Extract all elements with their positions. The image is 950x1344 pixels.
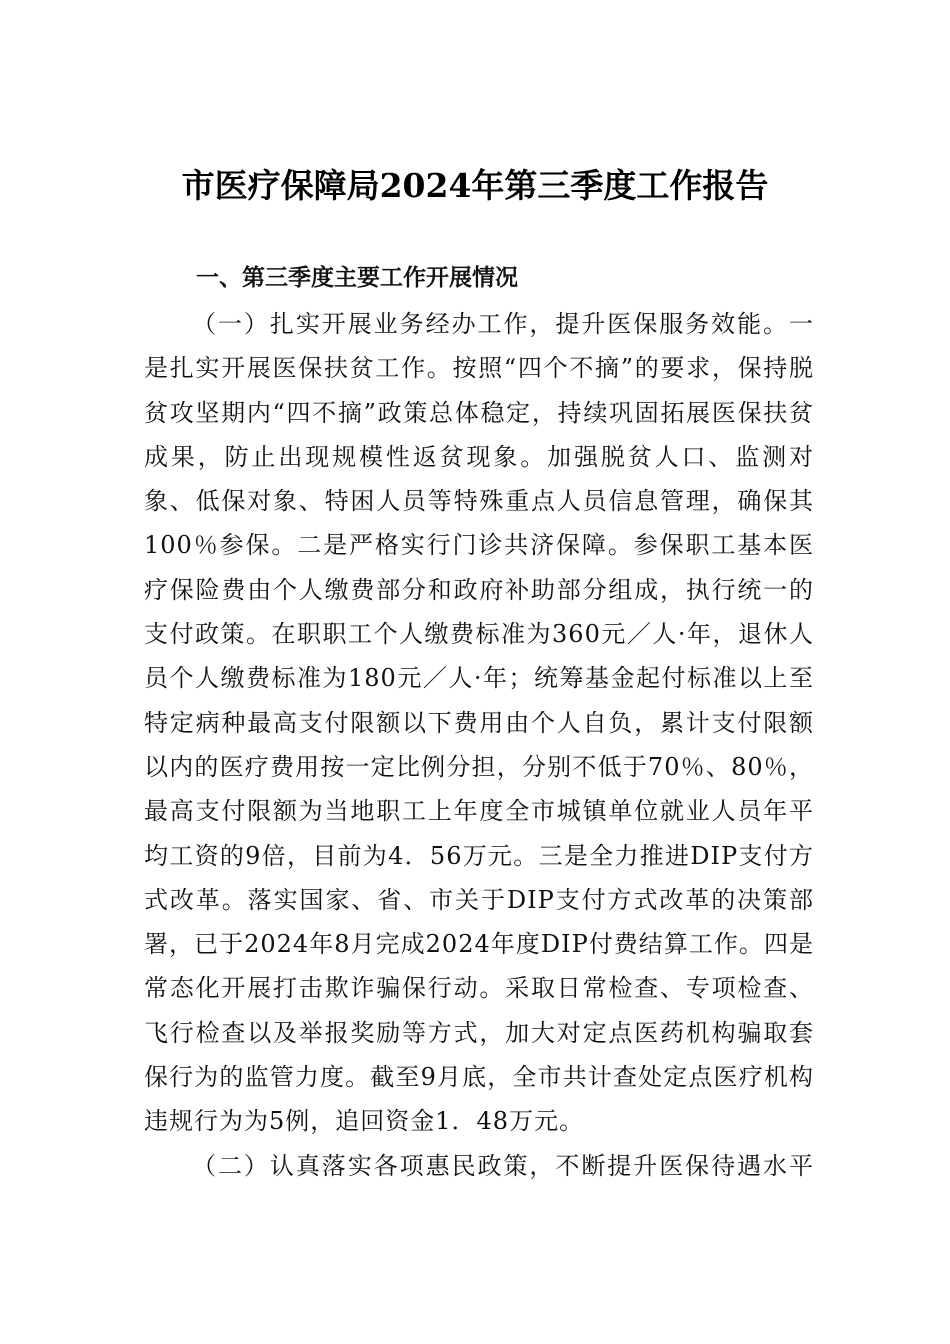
document-title: 市医疗保障局2024年第三季度工作报告 (181, 166, 769, 205)
section-heading: 一、第三季度主要工作开展情况 (196, 265, 518, 291)
paragraph-work-handling: （一）扎实开展业务经办工作，提升医保服务效能。一是扎实开展医保扶贫工作。按照“四个不摘”的要求，保持脱贫攻坚期内“四不摘”政策总体稳定，持续巩固拓展医保扶贫成果，防止出现规模性返贫现象。加强脱贫人口、监测对象、低保对象、特困人员等特殊重点人员信息管理，确保其100％参保。二是严格实行门诊共济保障。参保职工基本医疗保险费由个人缴费部分和政府补助部分组成，执行统一的支付政策。在职职工个人缴费标准为360元／人·年，退休人员个人缴费标准为180元／人·年；统筹基金起付标准以上至特定病种最高支付限额以下费用由个人自负，累计支付限额以内的医疗费用按一定比例分担，分别不低于70％、80％，最高支付限额为当地职工上年度全市城镇单位就业人员年平均工资的9倍，目前为4．56万元。三是全力推进DIP支付方式改革。落实国家、省、市关于DIP支付方式改革的决策部署，已于2024年8月完成2024年度DIP付费结算工作。四是常态化开展打击欺诈骗保行动。采取日常检查、专项检查、飞行检查以及举报奖励等方式，加大对定点医药机构骗取套保行为的监管力度。截至9月底，全市共计查处定点医疗机构违规行为为5例，追回资金1．48万元。 (144, 310, 814, 1136)
paragraph-benefit-policy: （二）认真落实各项惠民政策，不断提升医保待遇水平 (192, 1151, 814, 1180)
document-body (144, 302, 814, 1188)
